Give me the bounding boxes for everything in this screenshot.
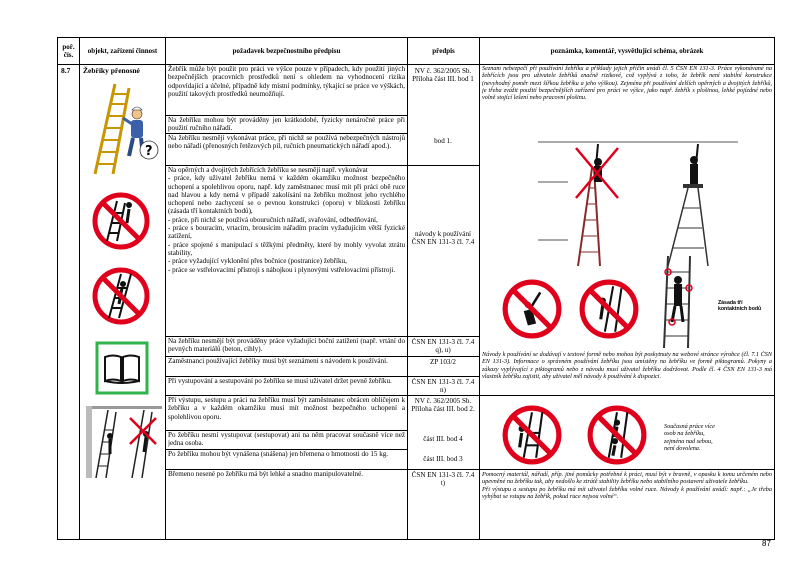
- regulation-ref: návody k používání ČSN EN 131-3 čl. 7.4: [411, 230, 475, 247]
- page-number: 87: [762, 539, 771, 548]
- header-regulation: předpis: [408, 38, 480, 64]
- prohibition-sign-icon: [91, 266, 151, 326]
- table-header: [58, 38, 774, 65]
- ladder-comparison-illustration: [86, 406, 162, 478]
- regulation-ref: bod 1.: [434, 137, 452, 145]
- requirement-text: Po žebříku mohou být vynášena (snášena) jen břemena o hmotnosti do 15 kg.: [168, 450, 389, 458]
- regulation-ref: ČSN EN 131-3 čl. 7.4 t): [411, 471, 475, 488]
- regulation-ref: NV č. 362/2005 Sb. Příloha část III. bod 1: [412, 67, 474, 84]
- regulation-ref: NV č. 362/2005 Sb. Příloha část III. bod 2.: [411, 397, 475, 414]
- header-requirement: požadavek bezpečnostního předpisu: [166, 38, 408, 64]
- regulation-ref: ČSN EN 131-3 čl. 7.4 n): [411, 378, 475, 395]
- instruction-manual-icon: [95, 341, 149, 395]
- header-number: poř. čís.: [58, 38, 80, 64]
- header-note: poznámka, komentář, vysvětlující schéma, obrázek: [550, 47, 704, 55]
- requirement-text: Při výstupu, sestupu a práci na žebříku musí být zaměstnanec obrácen obličejem k žebříku a v každém okamžiku musí mít možnost bezpečného uchopení a spolehlivou oporu.: [168, 396, 405, 421]
- requirement-text: Na žebříku mohou být prováděny jen krátkodobé, fyzicky nenáročné práce při použití ručního nářadí.: [168, 116, 405, 133]
- contact-points-label: Zásada tří kontaktních bodů: [718, 300, 762, 312]
- header-object: objekt, zařízení činnost: [80, 38, 166, 64]
- requirement-text: Na žebříku nesmějí být prováděny práce vyžadující boční zatížení (např. vrtání do pevných materiálů (beton, cihly).: [168, 337, 405, 354]
- three-contact-points-illustration: [658, 256, 710, 348]
- prohibition-sign-icon: [501, 278, 563, 340]
- svg-text:?: ?: [145, 144, 153, 159]
- note-text: Seznam nebezpečí při používání žebříku a příklady jejich příčin uvádí čl. 5 ČSN EN 131-3. Práce vykonávané na žebřících jsou pro uživatele žebříků značně rizikové, což vyplývá z toho, že žebřík není stabilní konstrukce (nevyhodný poměr mezi šířkou žebříku a jeho výškou). Zejména při používání delších opěrných a dvojitých žebříků, je třeba zvážit použití bezpečnějších zařízení pro práci ve výšce, jako např. žebřík s plošinou, lehké pojízdné nebo volně stojící lešení nebo pracovní plošinu.: [482, 65, 772, 102]
- note-text: Pomocný materiál, nářadí, příp. jiné pomůcky potřebné k práci, musí být v bravně, v opasku k tomu určeném nebo upevněné na žebříku tak, aby nedošlo ke ztrátě stability žebříku nebo stabilního postavení uživatele žebříku. Při výstupu a sestupu po žebříku má mít uživatel žebříku volné ruce. Návody k používání uvádí: např.: „Je třeba vyhýbat se vstupu na žebřík, pokud ruce nejsou volné“.: [482, 471, 772, 500]
- regulation-ref: část III. bod 3: [423, 455, 463, 463]
- prohibition-sign-icon: [586, 404, 648, 466]
- requirement-text: Břemeno nesené po žebříku má být lehké a snadno manipulovatelné.: [168, 470, 364, 478]
- prohibition-sign-icon: [91, 191, 151, 251]
- requirement-text: Zaměstnanci používající žebříky musí být seznámeni s návodem k používání.: [168, 357, 388, 365]
- requirement-text: Na žebříku nesmějí vykonávat práce, při nichž se používá nebezpečných nástrojů nebo nářadí (přenosných řetězových pil, ručních pneumatických nářadí apod.).: [168, 134, 405, 151]
- prohibition-sign-icon: [578, 278, 640, 340]
- section-number: 8.7: [61, 66, 71, 75]
- prohibition-sign-icon: [501, 404, 563, 466]
- note-text: Současná práce více osob na žebříku, zejména nad sebou, není dovolena.: [664, 423, 715, 452]
- requirement-text: Na opěrných a dvojitých žebřících žebříku se nesmějí např. vykonávat - práce, kdy uživatel žebříku nemá v každém okamžiku možnost bezpečného uchopení a spolehlivou oporu, např. kdy zaměstnanec musí mít při práci obě ruce nad hlavou a kdy nemá v případě zakolísání na žebříku možnost jeho rychlého uchopení nebo zachycení se o pevnou konstrukci (oporu) v blízkosti žebříku (zásada tří kontaktních bodů), - práce, při nichž se používá obouručních nářadí, svařování, odbedňování, - práce s bouracím, vrtacím, brousícím nářadím pracím vyžadujícím větší fyzické zatížení, - práce spojené s manipulací s těžkými předměty, které by mohly vyvolat ztrátu stability, - práce vyžadující vyklonění přes bočnice (postranice) žebříku, - práce se vstřelovacími přístroji s nábojkou i plynovými vstřelovacími přístroji.: [168, 166, 405, 274]
- requirement-text: Žebřík může být použit pro práci ve výšce pouze v případech, kdy použití jiných bezpečnějších pracovních prostředků není s ohledem na vyhodnocení rizika odpovídající a účelné, případně kdy místní podmínky, týkající se práce ve výškách, použití takových prostředků neumožňují.: [168, 65, 405, 98]
- section-title: Žebříky přenosné: [83, 66, 140, 75]
- regulation-ref: ZP 103/2: [430, 358, 456, 366]
- regulation-ref: ČSN EN 131-3 čl. 7.4 q), u): [411, 338, 475, 355]
- ladder-worker-illustration: [85, 78, 161, 176]
- note-text: Návody k používání se dodávají v textové formě nebo mohou být poskytnuty na webové stránce výrobce (čl. 7.1 ČSN EN 131-3). Informace o správném používání žebříku jsou umístěny na žebříku ve formě piktogramů. Pokyny a zákazy vyplývající z piktogramů nebo z návodu musí uživatel žebříku dodržovat. Podle čl. 4 ČSN EN 131-3 má vlastník žebříku zajistit, aby uživatel měl návody k používání k dispozici.: [482, 351, 772, 380]
- requirement-text: Po žebříku nesmí vystupovat (sestupovat) ani na něm pracovat současně více než jedna osoba.: [168, 431, 405, 448]
- regulation-table: [57, 37, 775, 540]
- requirement-text: Při vystupování a sestupování po žebříku se musí uživatel držet pevně žebříku.: [168, 377, 392, 385]
- ceiling-work-illustration: [538, 128, 738, 268]
- regulation-ref: část III. bod 4: [423, 435, 463, 443]
